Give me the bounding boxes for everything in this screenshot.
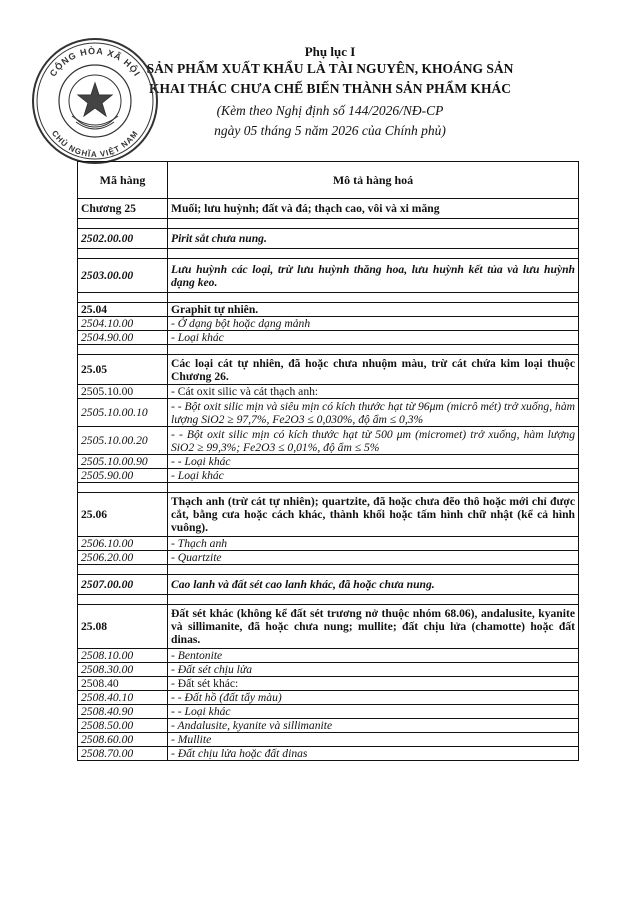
hs-code-cell: 2508.10.00: [78, 649, 168, 663]
table-row: [78, 537, 579, 551]
table-row: [78, 385, 579, 399]
spacer-row: [78, 293, 579, 303]
table-row: [78, 747, 579, 761]
table-row: [78, 259, 579, 293]
hs-code-cell: 2507.00.00: [78, 575, 168, 595]
spacer-cell: [168, 219, 579, 229]
hs-code-cell: 2508.40: [78, 677, 168, 691]
spacer-cell: [168, 595, 579, 605]
table-row: [78, 649, 579, 663]
description-cell: - Cát oxit silic và cát thạch anh:: [168, 385, 579, 399]
hs-code-cell: 25.04: [78, 303, 168, 317]
description-cell: Pirit sắt chưa nung.: [168, 229, 579, 249]
description-cell: - - Bột oxit silic mịn và siêu mịn có kích thước hạt từ 96μm (micrô mét) trở xuống, hàm lượng SiO2 ≥ 97,7%, Fe2O3 ≤ 0,030%, độ ẩm ≤ 0,3%: [168, 399, 579, 427]
description-cell: - Ở dạng bột hoặc dạng mảnh: [168, 317, 579, 331]
hs-code-cell: 2508.70.00: [78, 747, 168, 761]
spacer-row: [78, 595, 579, 605]
description-cell: Các loại cát tự nhiên, đã hoặc chưa nhuộm màu, trừ cát chứa kim loại thuộc Chương 26.: [168, 355, 579, 385]
description-cell: - Mullite: [168, 733, 579, 747]
table-row: [78, 229, 579, 249]
table-row: [78, 355, 579, 385]
description-cell: - - Loại khác: [168, 705, 579, 719]
table-row: [78, 551, 579, 565]
table-row: [78, 303, 579, 317]
header-code: Mã hàng: [78, 162, 168, 199]
hs-code-cell: 25.08: [78, 605, 168, 649]
spacer-cell: [168, 345, 579, 355]
hs-code-cell: 2508.40.10: [78, 691, 168, 705]
hs-code-cell: 2503.00.00: [78, 259, 168, 293]
spacer-row: [78, 219, 579, 229]
description-cell: - Đất sét chịu lửa: [168, 663, 579, 677]
hs-code-cell: 2505.10.00.20: [78, 427, 168, 455]
hs-code-cell: 25.06: [78, 493, 168, 537]
table-row: [78, 469, 579, 483]
description-cell: - - Loại khác: [168, 455, 579, 469]
header-description: Mô tả hàng hoá: [168, 162, 579, 199]
table-row: [78, 605, 579, 649]
hs-code-cell: Chương 25: [78, 199, 168, 219]
description-cell: - Đất chịu lửa hoặc đất dinas: [168, 747, 579, 761]
hs-code-cell: 2502.00.00: [78, 229, 168, 249]
hs-code-cell: 2508.30.00: [78, 663, 168, 677]
hs-code-cell: 2506.10.00: [78, 537, 168, 551]
description-cell: - Bentonite: [168, 649, 579, 663]
hs-code-cell: 2504.90.00: [78, 331, 168, 345]
spacer-row: [78, 249, 579, 259]
spacer-row: [78, 565, 579, 575]
spacer-cell: [78, 219, 168, 229]
official-seal-icon: [30, 36, 160, 166]
hs-code-cell: 2506.20.00: [78, 551, 168, 565]
hs-code-cell: 2508.50.00: [78, 719, 168, 733]
table-row: [78, 575, 579, 595]
hs-code-cell: 2505.10.00: [78, 385, 168, 399]
title-line-2: KHAI THÁC CHƯA CHẾ BIẾN THÀNH SẢN PHẨM KHÁC: [148, 81, 512, 96]
hs-code-cell: 2505.10.00.90: [78, 455, 168, 469]
description-cell: Thạch anh (trừ cát tự nhiên); quartzite, đã hoặc chưa đẽo thô hoặc mới chỉ được cắt, bằng cưa hoặc cách khác, thành khối hoặc tấm hình chữ nhật (kể cả hình vuông).: [168, 493, 579, 537]
description-cell: Muối; lưu huỳnh; đất và đá; thạch cao, vôi và xi măng: [168, 199, 579, 219]
spacer-row: [78, 483, 579, 493]
spacer-cell: [168, 249, 579, 259]
description-cell: - Quartzite: [168, 551, 579, 565]
description-cell: - - Đất hồ (đất tẩy màu): [168, 691, 579, 705]
description-cell: - Loại khác: [168, 469, 579, 483]
table-row: [78, 399, 579, 427]
spacer-row: [78, 345, 579, 355]
hs-code-cell: 2508.60.00: [78, 733, 168, 747]
hs-code-cell: 2508.40.90: [78, 705, 168, 719]
table-row: [78, 691, 579, 705]
description-cell: Cao lanh và đất sét cao lanh khác, đã hoặc chưa nung.: [168, 575, 579, 595]
table-row: [78, 427, 579, 455]
commodity-table: [77, 161, 579, 761]
table-row: [78, 705, 579, 719]
spacer-cell: [78, 249, 168, 259]
spacer-cell: [168, 565, 579, 575]
table-row: [78, 493, 579, 537]
description-cell: - - Bột oxit silic mịn có kích thước hạt từ 500 μm (micromet) trở xuống, hàm lượng SiO2 ≥ 99,3%; Fe2O3 ≤ 0,01%, độ ẩm ≤ 5%: [168, 427, 579, 455]
subtitle-line-2: ngày 05 tháng 5 năm 2026 của Chính phủ): [214, 123, 446, 138]
table-row: [78, 317, 579, 331]
spacer-cell: [78, 565, 168, 575]
description-cell: - Đất sét khác:: [168, 677, 579, 691]
spacer-cell: [78, 595, 168, 605]
table-row: [78, 663, 579, 677]
hs-code-cell: 25.05: [78, 355, 168, 385]
table-body: [78, 199, 579, 761]
table-row: [78, 719, 579, 733]
spacer-cell: [78, 345, 168, 355]
spacer-cell: [168, 293, 579, 303]
hs-code-cell: 2504.10.00: [78, 317, 168, 331]
svg-text:CHỦ NGHĨA VIỆT NAM: CHỦ NGHĨA VIỆT NAM: [49, 128, 141, 160]
title-line-1: SẢN PHẨM XUẤT KHẨU LÀ TÀI NGUYÊN, KHOÁNG SẢN: [146, 61, 514, 76]
description-cell: - Andalusite, kyanite và sillimanite: [168, 719, 579, 733]
annex-label: Phụ lục I: [304, 44, 356, 59]
spacer-cell: [78, 483, 168, 493]
table-row: [78, 199, 579, 219]
svg-text:CỘNG HÒA XÃ HỘI: CỘNG HÒA XÃ HỘI: [47, 45, 143, 79]
description-cell: Đất sét khác (không kể đất sét trương nở thuộc nhóm 68.06), andalusite, kyanite và sillimanite, đã hoặc chưa nung; mullite; đất chịu lửa (chamotte) hoặc đất dinas.: [168, 605, 579, 649]
hs-code-cell: 2505.90.00: [78, 469, 168, 483]
description-cell: Lưu huỳnh các loại, trừ lưu huỳnh thăng hoa, lưu huỳnh kết tủa và lưu huỳnh dạng keo.: [168, 259, 579, 293]
table-row: [78, 331, 579, 345]
spacer-cell: [168, 483, 579, 493]
table-row: [78, 733, 579, 747]
description-cell: - Thạch anh: [168, 537, 579, 551]
table-row: [78, 455, 579, 469]
table-header-row: [78, 162, 579, 199]
description-cell: Graphit tự nhiên.: [168, 303, 579, 317]
subtitle-line-1: (Kèm theo Nghị định số 144/2026/NĐ-CP: [216, 103, 444, 118]
description-cell: - Loại khác: [168, 331, 579, 345]
hs-code-cell: 2505.10.00.10: [78, 399, 168, 427]
spacer-cell: [78, 293, 168, 303]
table-row: [78, 677, 579, 691]
